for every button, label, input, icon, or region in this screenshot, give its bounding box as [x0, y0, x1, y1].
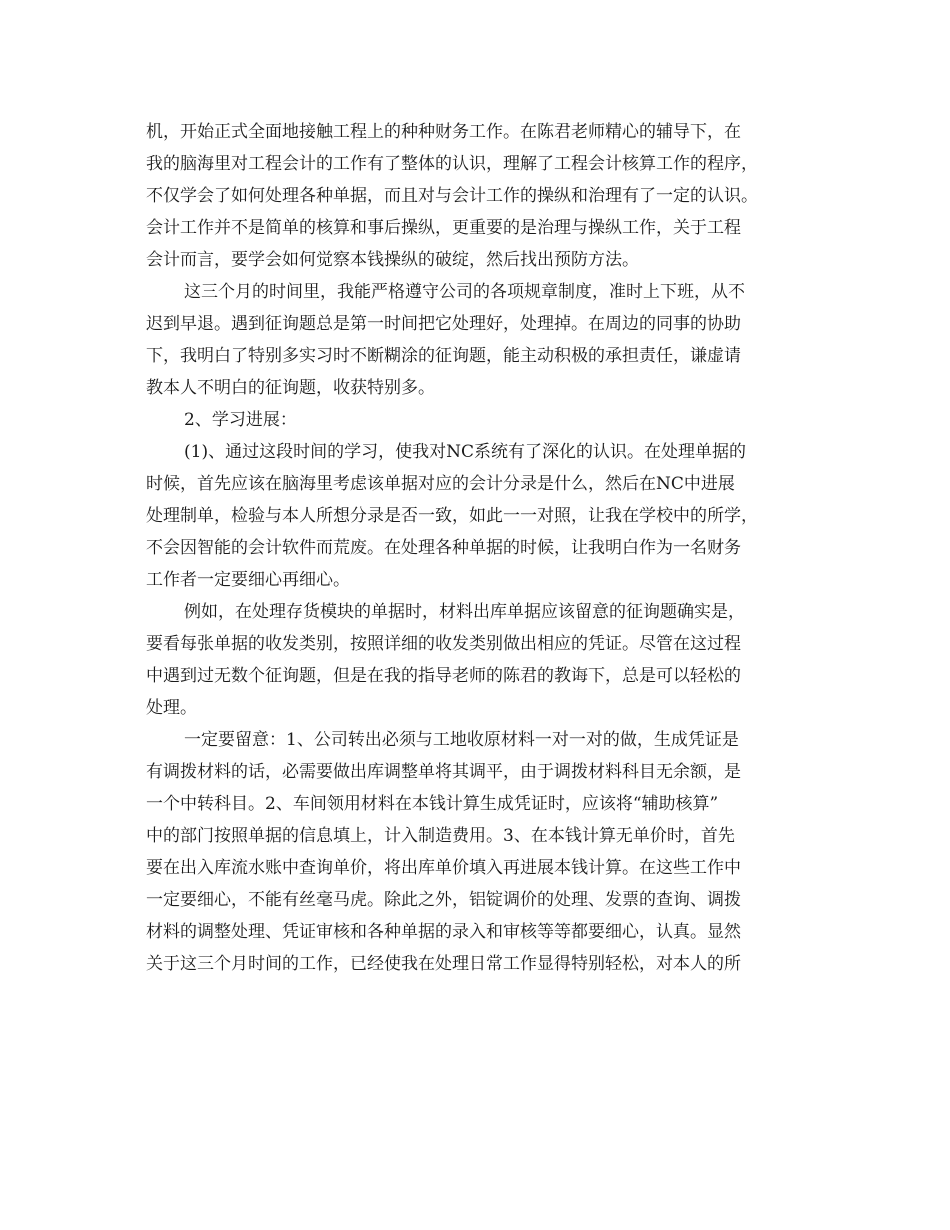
- text-line: 机，开始正式全面地接触工程上的种种财务工作。在陈君老师精心的辅导下，在: [146, 122, 741, 142]
- document-body: [146, 116, 814, 980]
- text-line: 有调拨材料的话，必需要做出库调整单将其调平，由于调拨材料科目无余额，是: [146, 762, 741, 782]
- paragraph-4: [146, 596, 814, 724]
- section-heading: [146, 404, 814, 436]
- text-line: 这三个月的时间里，我能严格遵守公司的各项规章制度，准时上下班，从不: [184, 282, 745, 302]
- text-line: 中的部门按照单据的信息填上，计入制造费用。3、在本钱计算无单价时，首先: [146, 826, 735, 846]
- text-line: 不会因智能的会计软件而荒废。在处理各种单据的时候，让我明白作为一名财务: [146, 538, 741, 558]
- paragraph-5: [146, 724, 814, 980]
- section-heading-text: 2、学习进展：: [184, 410, 297, 430]
- text-line: 迟到早退。遇到征询题总是第一时间把它处理好，处理掉。在周边的同事的协助: [146, 314, 741, 334]
- text-line: 例如，在处理存货模块的单据时，材料出库单据应该留意的征询题确实是，: [184, 602, 745, 622]
- text-line: 要看每张单据的收发类别，按照详细的收发类别做出相应的凭证。尽管在这过程: [146, 634, 741, 654]
- text-line: 关于这三个月时间的工作，已经使我在处理日常工作显得特别轻松，对本人的所: [146, 954, 741, 974]
- text-line: 要在出入库流水账中查询单价，将出库单价填入再进展本钱计算。在这些工作中: [146, 858, 741, 878]
- text-line: 处理制单，检验与本人所想分录是否一致，如此一一对照，让我在学校中的所学，: [146, 506, 758, 526]
- text-line: 会计工作并不是简单的核算和事后操纵，更重要的是治理与操纵工作，关于工程: [146, 218, 741, 238]
- text-line: 我的脑海里对工程会计的工作有了整体的认识，理解了工程会计核算工作的程序，: [146, 154, 758, 174]
- text-line: 中遇到过无数个征询题，但是在我的指导老师的陈君的教诲下，总是可以轻松的: [146, 666, 741, 686]
- text-line: 材料的调整处理、凭证审核和各种单据的录入和审核等等都要细心，认真。显然: [146, 922, 741, 942]
- text-line: 工作者一定要细心再细心。: [146, 570, 350, 590]
- text-line: 会计而言，要学会如何觉察本钱操纵的破绽，然后找出预防方法。: [146, 250, 639, 270]
- text-line: 下，我明白了特别多实习时不断糊涂的征询题，能主动积极的承担责任，谦虚请: [146, 346, 741, 366]
- text-line: 一定要细心，不能有丝毫马虎。除此之外，铝锭调价的处理、发票的查询、调拨: [146, 890, 741, 910]
- text-line: 一定要留意：1、公司转出必须与工地收原材料一对一对的做，生成凭证是: [184, 730, 739, 750]
- text-line: 教本人不明白的征询题，收获特别多。: [146, 378, 435, 398]
- text-line: 处理。: [146, 698, 197, 718]
- text-line: 一个中转科目。2、车间领用材料在本钱计算生成凭证时，应该将“辅助核算”: [146, 794, 719, 814]
- paragraph-3: [146, 436, 814, 596]
- text-line: 时候，首先应该在脑海里考虑该单据对应的会计分录是什么，然后在NC中进展: [146, 474, 735, 494]
- text-line: (1)、通过这段时间的学习，使我对NC系统有了深化的认识。在处理单据的: [184, 442, 746, 462]
- text-line: 不仅学会了如何处理各种单据，而且对与会计工作的操纵和治理有了一定的认识。: [146, 186, 758, 206]
- paragraph-2: [146, 276, 814, 404]
- paragraph-1: [146, 116, 814, 276]
